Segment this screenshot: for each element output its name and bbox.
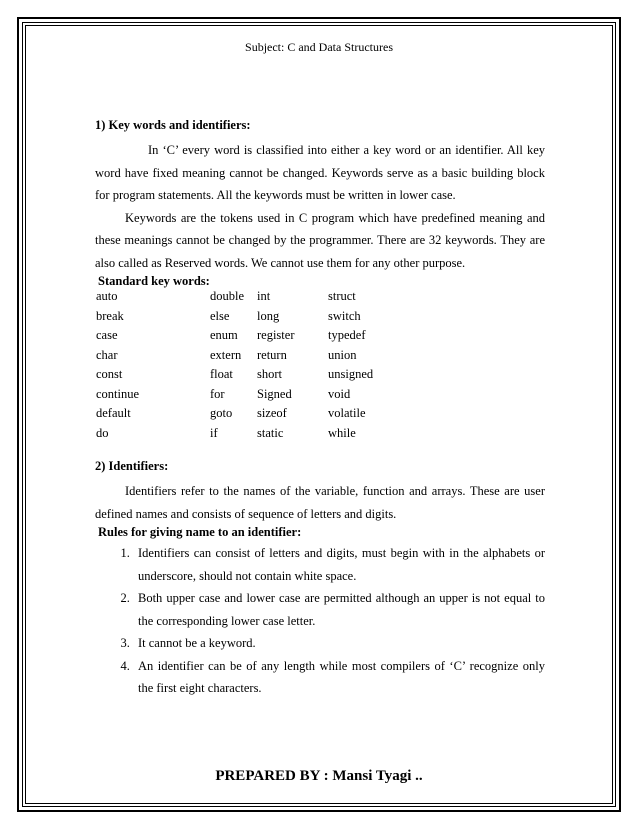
keyword-cell: void — [328, 386, 351, 401]
keyword-cell: static — [257, 425, 284, 440]
keyword-cell: char — [96, 347, 118, 362]
keyword-cell: const — [96, 367, 123, 381]
keyword-row — [96, 309, 428, 329]
paragraph-keywords-detail: Keywords are the tokens used in C program which have predefined meaning and these meanings cannot be changed by the programmer. There are 32 keywords. They are also called as Reserved words. We cannot use them for any other purpose. — [95, 210, 545, 270]
standard-keywords-heading: Standard key words: — [98, 274, 210, 288]
section-heading-identifiers: 2) Identifiers: — [95, 459, 169, 473]
keyword-cell: goto — [210, 406, 233, 420]
paragraph-keywords-intro: In ‘C’ every word is classified into either a key word or an identifier. All key word have fixed meaning cannot be changed. Keywords serve as a basic building block for program statements. All the keywords must be written in lower case. — [95, 143, 545, 202]
keyword-cell: for — [210, 386, 225, 401]
keyword-cell: default — [96, 406, 131, 420]
keyword-cell: typedef — [328, 328, 366, 342]
keyword-cell: case — [96, 328, 118, 342]
rules-heading: Rules for giving name to an identifier: — [98, 525, 302, 539]
keyword-row — [96, 348, 428, 368]
keyword-cell: union — [328, 347, 357, 362]
keyword-row — [96, 406, 428, 426]
document-body — [95, 118, 545, 700]
keyword-row — [96, 367, 428, 387]
keyword-cell: enum — [210, 328, 238, 342]
keyword-cell: return — [257, 347, 287, 362]
keyword-cell: struct — [328, 289, 356, 303]
rule-item: 2. Both upper case and lower case are permitted although an upper is not equal to the corresponding lower case letter. — [133, 587, 545, 632]
keyword-cell: break — [96, 308, 124, 323]
keyword-cell: if — [210, 425, 218, 440]
rule-item: 3. It cannot be a keyword. — [133, 632, 545, 655]
rule-item: 4. An identifier can be of any length while most compilers of ‘C’ recognize only the first eight characters. — [133, 655, 545, 700]
keyword-cell: unsigned — [328, 367, 374, 381]
prepared-by-footer: PREPARED BY : Mansi Tyagi .. — [215, 768, 423, 784]
keyword-cell: auto — [96, 289, 118, 303]
keyword-cell: while — [328, 425, 356, 440]
keyword-cell: double — [210, 289, 245, 303]
keyword-cell: switch — [328, 308, 361, 323]
keyword-cell: sizeof — [257, 406, 287, 420]
keyword-cell: extern — [210, 347, 242, 362]
page-header-subject: Subject: C and Data Structures — [245, 40, 393, 54]
keyword-cell: float — [210, 367, 233, 381]
keyword-cell: Signed — [257, 386, 292, 401]
keyword-row — [96, 328, 428, 348]
keyword-cell: else — [210, 308, 230, 323]
keyword-row — [96, 426, 428, 446]
paragraph-identifiers-intro: Identifiers refer to the names of the variable, function and arrays. These are user defined names and consists of sequence of letters and digits. — [95, 484, 545, 521]
keyword-cell: int — [257, 289, 271, 303]
keyword-cell: do — [96, 425, 109, 440]
keyword-cell: volatile — [328, 406, 366, 420]
keyword-row — [96, 387, 428, 407]
keywords-table — [96, 289, 428, 445]
keyword-cell: long — [257, 308, 280, 323]
keyword-cell: continue — [96, 386, 140, 401]
keyword-cell: register — [257, 328, 295, 342]
section-heading-keywords: 1) Key words and identifiers: — [95, 118, 251, 132]
rules-list — [95, 542, 545, 700]
keyword-cell: short — [257, 367, 282, 381]
rule-item: 1. Identifiers can consist of letters and digits, must begin with in the alphabets or underscore, should not contain white space. — [133, 542, 545, 587]
keyword-row — [96, 289, 428, 309]
